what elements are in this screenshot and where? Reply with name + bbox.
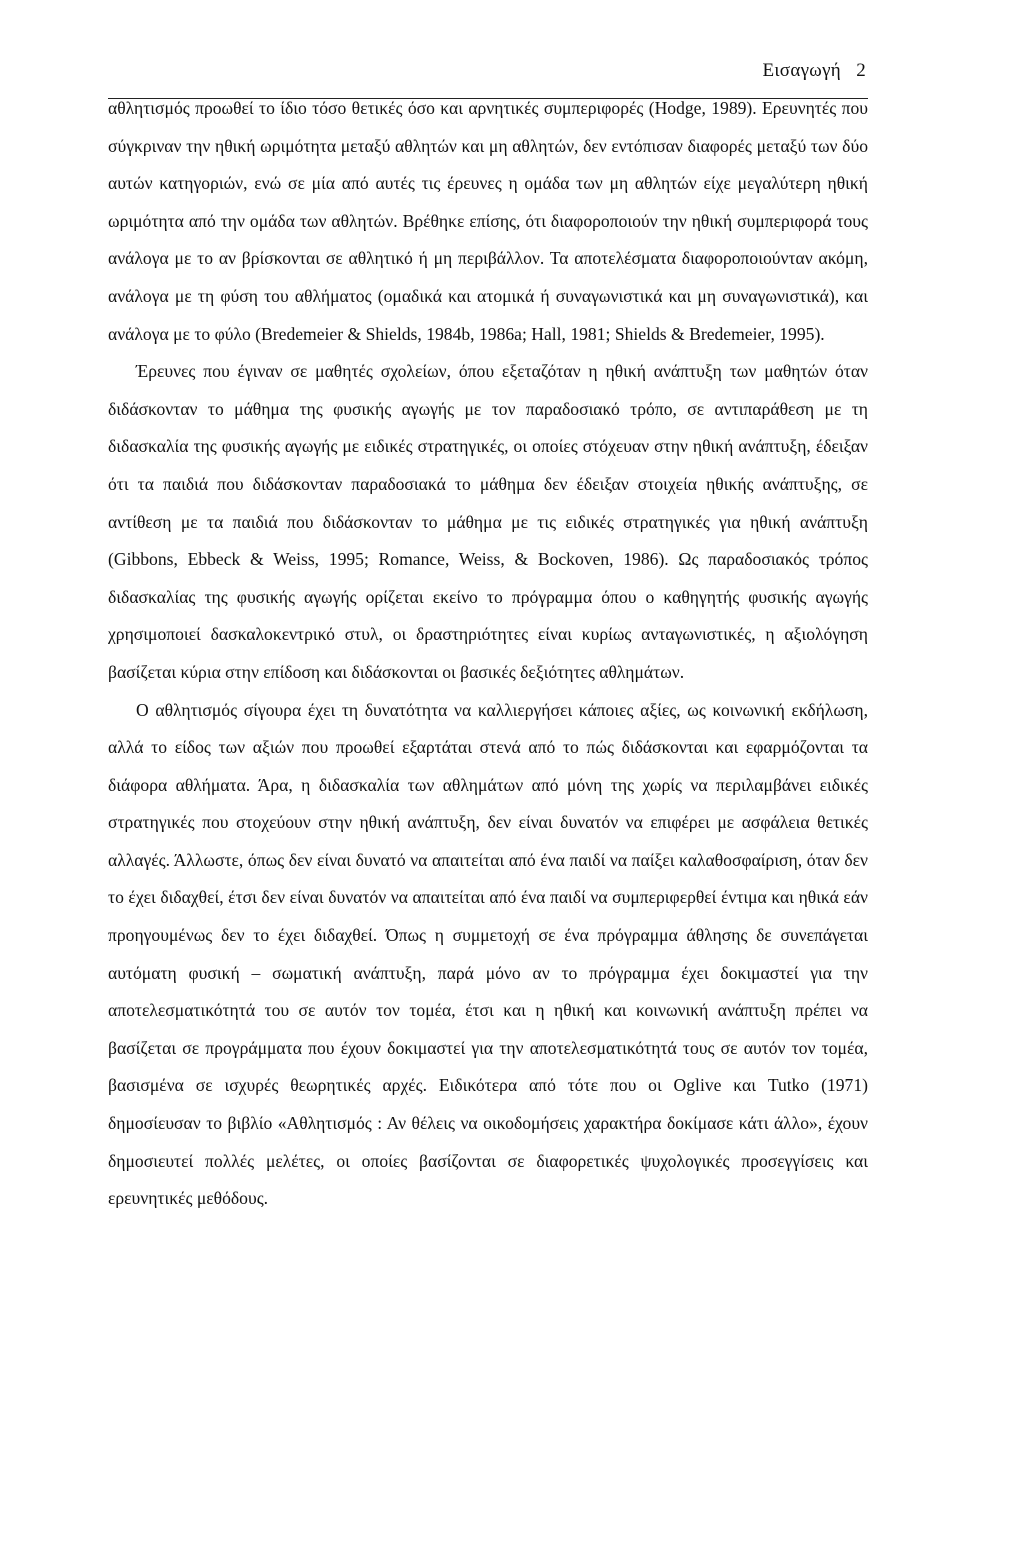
body-text (108, 90, 868, 1218)
header-text (762, 60, 866, 82)
page-number: 2 (856, 60, 866, 81)
paragraph: αθλητισμός προωθεί το ίδιο τόσο θετικές όσο και αρνητικές συμπεριφορές (Hodge, 1989). Ερευνητές που σύγκριναν την ηθική ωριμότητα μεταξύ αθλητών και μη αθλητών, δεν εντόπισαν διαφορές μεταξύ των δύο αυτών κατηγοριών, ενώ σε μία από αυτές τις έρευνες η ομάδα των μη αθλητών είχε μεγαλύτερη ηθική ωριμότητα από την ομάδα των αθλητών. Βρέθηκε επίσης, ότι διαφοροποιούν την ηθική συμπεριφορά τους ανάλογα με το αν βρίσκονται σε αθλητικό ή μη περιβάλλον. Τα αποτελέσματα διαφοροποιούνταν ακόμη, ανάλογα με τη φύση του αθλήματος (ομαδικά και ατομικά ή συναγωνιστικά και μη συναγωνιστικά), και ανάλογα με το φύλο (Bredemeier & Shields, 1984b, 1986a; Hall, 1981; Shields & Bredemeier, 1995). (108, 98, 868, 344)
paragraph: Ο αθλητισμός σίγουρα έχει τη δυνατότητα να καλλιεργήσει κάποιες αξίες, ως κοινωνική εκδήλωση, αλλά το είδος των αξιών που προωθεί εξαρτάται στενά από το πώς διδάσκονται και εφαρμόζονται τα διάφορα αθλήματα. Άρα, η διδασκαλία των αθλημάτων από μόνη της χωρίς να περιλαμβάνει ειδικές στρατηγικές που στοχεύουν στην ηθική ανάπτυξη, δεν είναι δυνατόν να επιφέρει με ασφάλεια θετικές αλλαγές. Άλλωστε, όπως δεν είναι δυνατό να απαιτείται από ένα παιδί να παίξει καλαθοσφαίριση, όταν δεν το έχει διδαχθεί, έτσι δεν είναι δυνατόν να απαιτείται από ένα παιδί να συμπεριφερθεί έντιμα και ηθικά εάν προηγουμένως δεν το έχει διδαχθεί. Όπως η συμμετοχή σε ένα πρόγραμμα άθλησης δε συνεπάγεται αυτόματη φυσική – σωματική ανάπτυξη, παρά μόνο αν το πρόγραμμα έχει δοκιμαστεί για την αποτελεσματικότητά του σε αυτόν τον τομέα, έτσι και η ηθική και κοινωνική ανάπτυξη πρέπει να βασίζεται σε προγράμματα που έχουν δοκιμαστεί για την αποτελεσματικότητά τους σε αυτόν τον τομέα, βασισμένα σε ισχυρές θεωρητικές αρχές. Ειδικότερα από τότε που οι Oglive και Tutko (1971) δημοσίευσαν το βιβλίο «Αθλητισμός : Αν θέλεις να οικοδομήσεις χαρακτήρα δοκίμασε κάτι άλλο», έχουν δημοσιευτεί πολλές μελέτες, οι οποίες βασίζονται σε διαφορετικές ψυχολογικές προσεγγίσεις και ερευνητικές μεθόδους. (108, 699, 868, 1209)
running-title: Εισαγωγή (762, 60, 842, 81)
paragraph: Έρευνες που έγιναν σε μαθητές σχολείων, όπου εξεταζόταν η ηθική ανάπτυξη των μαθητών όταν διδάσκονταν το μάθημα της φυσικής αγωγής με τον παραδοσιακό τρόπο, σε αντιπαράθεση με τη διδασκαλία της φυσικής αγωγής με ειδικές στρατηγικές, οι οποίες στόχευαν στην ηθική ανάπτυξη, έδειξαν ότι τα παιδιά που διδάσκονταν παραδοσιακά το μάθημα δεν έδειξαν στοιχεία ηθικής ανάπτυξης, σε αντίθεση με τα παιδιά που διδάσκονταν το μάθημα με τις ειδικές στρατηγικές για ηθική ανάπτυξη (Gibbons, Ebbeck & Weiss, 1995; Romance, Weiss, & Bockoven, 1986). Ως παραδοσιακός τρόπος διδασκαλίας της φυσικής αγωγής ορίζεται εκείνο το πρόγραμμα όπου ο καθηγητής φυσικής αγωγής χρησιμοποιεί δασκαλοκεντρικό στυλ, οι δραστηριότητες είναι κυρίως ανταγωνιστικές, η αξιολόγηση βασίζεται κύρια στην επίδοση και διδάσκονται οι βασικές δεξιότητες αθλημάτων. (108, 361, 868, 682)
